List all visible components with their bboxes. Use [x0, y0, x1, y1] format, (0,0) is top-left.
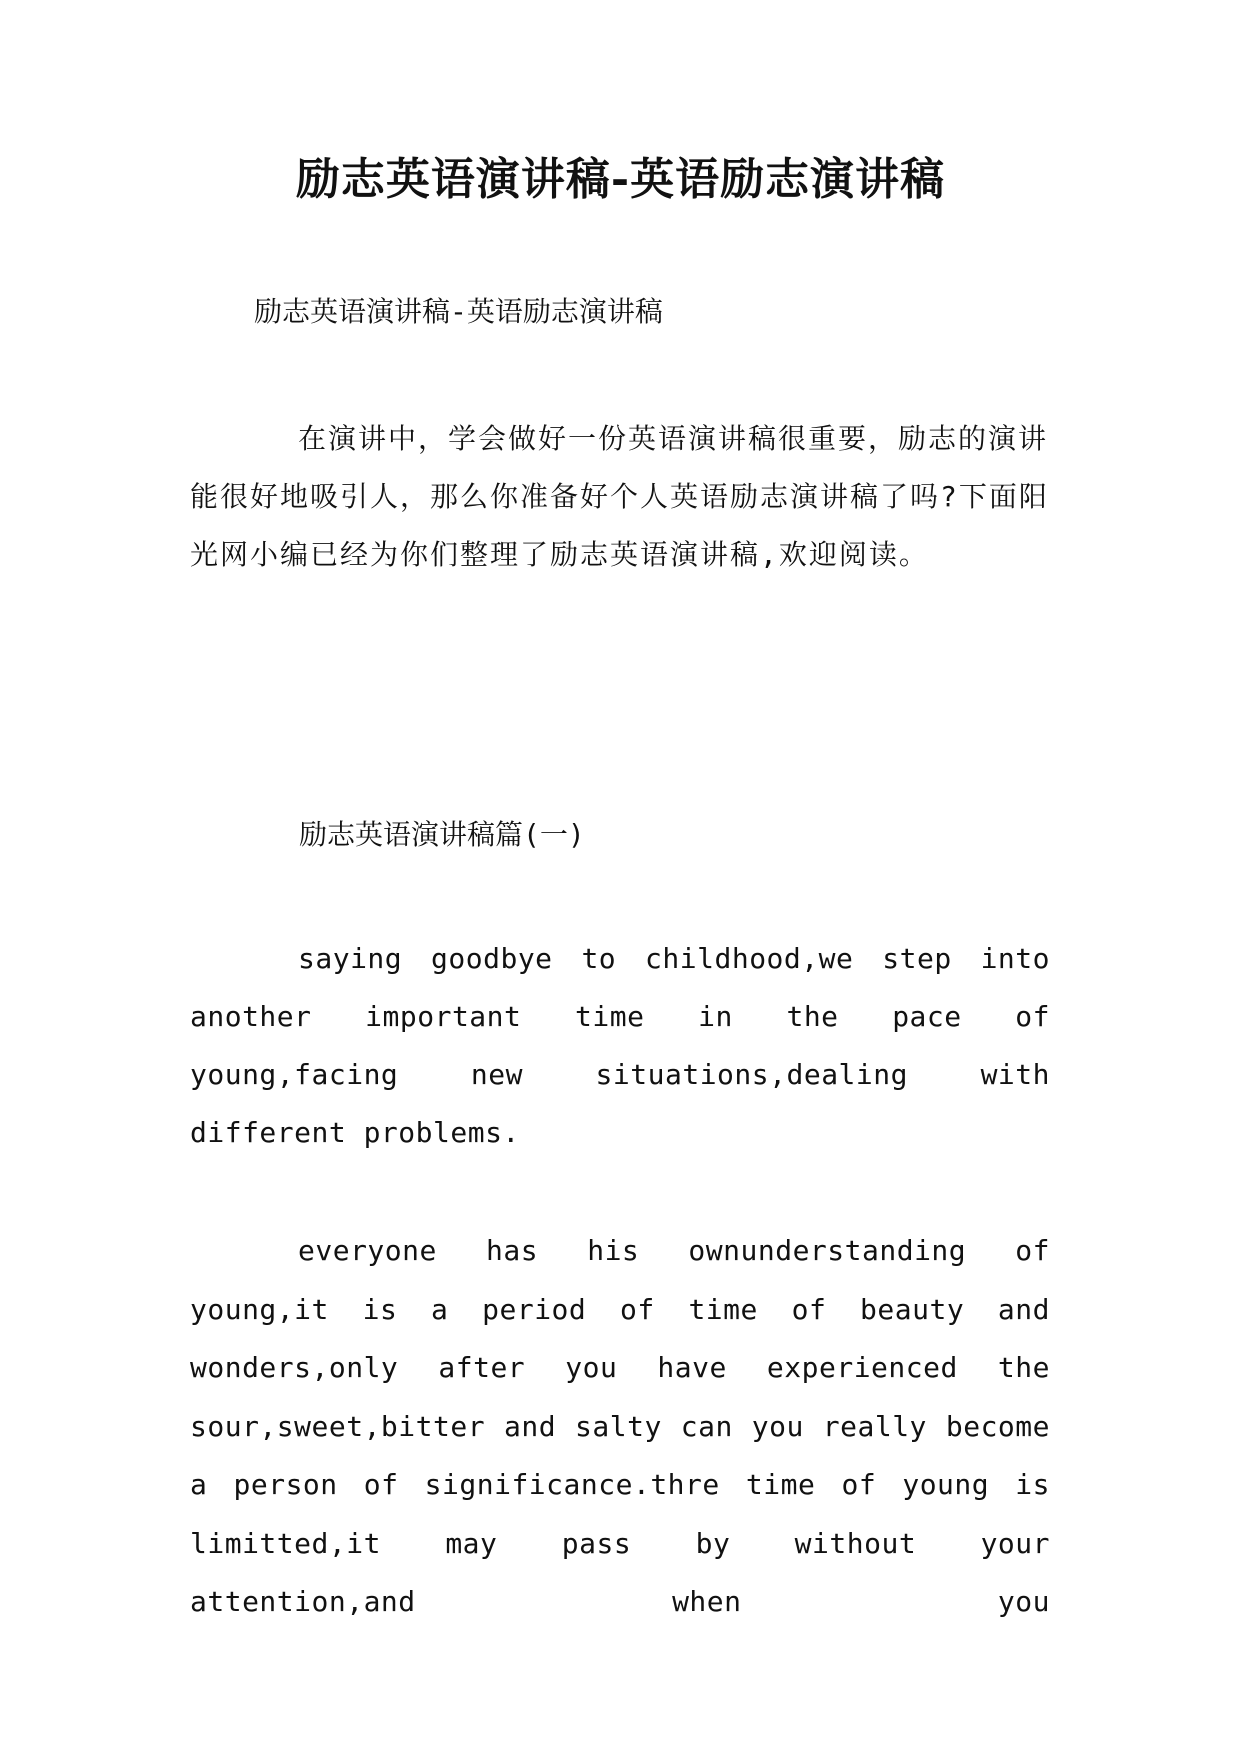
body-paragraph-1: saying goodbye to childhood,we step into another important time in the pace of young,facing new situations,dealing with different problems.	[190, 942, 1050, 1149]
document-subtitle: 励志英语演讲稿-英语励志演讲稿	[254, 295, 663, 328]
intro-paragraph: 在演讲中，学会做好一份英语演讲稿很重要，励志的演讲能很好地吸引人，那么你准备好个人英语励志演讲稿了吗?下面阳光网小编已经为你们整理了励志英语演讲稿,欢迎阅读。	[190, 422, 1049, 571]
document-title: 励志英语演讲稿-英语励志演讲稿	[295, 154, 946, 205]
body-paragraph-2: everyone has his ownunderstanding of young,it is a period of time of beauty and wonders,only after you have experienced the sour,sweet,bitter and salty can you really become a person of significance.thre time of young is limitted,it may pass by without your attention,and when you	[190, 1234, 1050, 1618]
section-heading: 励志英语演讲稿篇(一)	[299, 818, 585, 851]
